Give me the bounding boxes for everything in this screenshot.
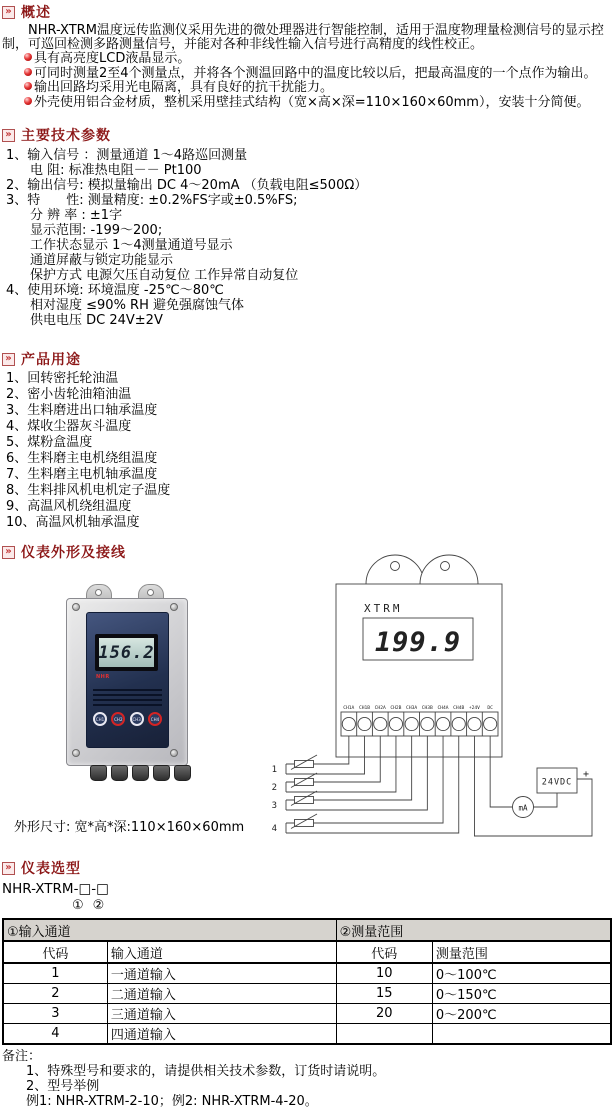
table-row (3, 984, 611, 1004)
table-row (3, 1004, 611, 1024)
cable-gland (90, 765, 107, 781)
feature-item (24, 52, 614, 67)
screw-icon (72, 749, 80, 757)
col-header: 代码 (336, 941, 432, 963)
column-header-row (3, 941, 611, 963)
notes-list (26, 1064, 614, 1109)
device-case (66, 598, 188, 766)
tech-line: 分 辨 率 : ±1字 (30, 208, 123, 223)
lcd-display (95, 634, 158, 671)
section-header (0, 123, 614, 146)
cell: 三通道输入 (107, 1004, 336, 1024)
tech-line: 供电电压 DC 24V±2V (30, 313, 163, 328)
bullet-icon (24, 53, 32, 61)
col-header: 输入通道 (107, 941, 336, 963)
terminal-label: CH2B (390, 706, 402, 711)
group-header-input: ①输入通道 (3, 919, 336, 941)
model-code: NHR-XTRM-□-□ (2, 881, 109, 897)
cell (432, 1024, 611, 1045)
terminal-label: DC (487, 706, 493, 711)
ch1-button: CH1 (93, 712, 107, 726)
ch3-button: CH3 (130, 712, 144, 726)
front-panel (86, 612, 169, 748)
table-row (3, 963, 611, 984)
cell: 0～150℃ (432, 984, 611, 1004)
section-marker-icon: » (2, 353, 15, 366)
section-title: 产品用途 (21, 352, 81, 368)
feature-list (24, 52, 614, 110)
power-supply-label: 24VDC (541, 777, 573, 788)
tech-line: 保护方式 电源欠压自动复位 工作异常自动复位 (30, 268, 299, 283)
section-title: 主要技术参数 (21, 128, 111, 144)
group-header-row (3, 919, 611, 941)
tech-line: 1、输入信号 ：测量通道 1～4路巡回测量 (6, 148, 248, 163)
use-item: 4、煤收尘器灰斗温度 (6, 419, 132, 434)
ch4-button: CH4 (148, 712, 162, 726)
section-uses (0, 347, 614, 531)
cell: 四通道输入 (107, 1024, 336, 1045)
terminal-label: CH4B (453, 706, 465, 711)
use-item: 6、生料磨主电机绕组温度 (6, 451, 158, 466)
col-header: 测量范围 (432, 941, 611, 963)
tech-line: 电 阻: 标准热电阻－－ Pt100 (30, 163, 202, 178)
feature-item (24, 81, 614, 96)
tech-line: 工作状态显示 1～4测量通道号显示 (30, 238, 233, 253)
tech-line: 2、输出信号: 模拟量输出 DC 4～20mA （负载电阻≤500Ω） (6, 178, 368, 193)
tech-line: 通道屏蔽与锁定功能显示 (30, 253, 174, 268)
section-title: 仪表外形及接线 (21, 545, 126, 561)
section-overview (0, 0, 614, 110)
cell: 15 (336, 984, 432, 1004)
overview-paragraph: NHR-XTRM温度远传监测仪采用先进的微处理器进行智能控制，适用于温度物理量检测信号的显示控制，可巡回检测多路测量信号，并能对各种非线性输入信号进行高精度的线性校正。 (2, 23, 604, 52)
cell: 10 (336, 963, 432, 984)
section-marker-icon: » (2, 6, 15, 19)
cell: 0～100℃ (432, 963, 611, 984)
diagram-display-value: 199.9 (374, 627, 462, 658)
terminal-label: +24V (468, 706, 480, 711)
mounting-hole (147, 589, 154, 596)
wiring-diagram (271, 552, 614, 850)
device-photo (64, 584, 192, 799)
cell (336, 1024, 432, 1045)
cell: 一通道输入 (107, 963, 336, 984)
selection-table (2, 918, 612, 1045)
cable-gland (111, 765, 128, 781)
terminal-label: CH1A (343, 706, 355, 711)
diagram-model-label: XTRM (364, 602, 403, 615)
feature-text: 具有高亮度LCD液晶显示。 (34, 51, 191, 66)
note-line: 1、特殊型号和要求的，请提供相关技术参数，订货时请说明。 (26, 1064, 386, 1079)
col-header: 代码 (3, 941, 107, 963)
tech-param-list (6, 148, 614, 328)
use-item: 10、高温风机轴承温度 (6, 515, 140, 530)
terminal-label: CH2A (374, 706, 386, 711)
feature-item (24, 67, 614, 82)
section-header (0, 0, 614, 23)
milliammeter-label: mA (518, 803, 528, 813)
tech-line: 3、特 性: 测量精度: ±0.2%FS字或±0.5%FS; (6, 193, 298, 208)
table-row (3, 1024, 611, 1045)
brand-logo: NHR (96, 674, 110, 680)
cell: 2 (3, 984, 107, 1004)
cable-gland (153, 765, 170, 781)
cable-gland (132, 765, 149, 781)
section-header (0, 856, 614, 879)
cell: 1 (3, 963, 107, 984)
section-marker-icon: » (2, 862, 15, 875)
group-header-range: ②测量范围 (336, 919, 611, 941)
use-item: 7、生料磨主电机轴承温度 (6, 467, 158, 482)
model-markers (72, 898, 614, 913)
plus-terminal-label: + (583, 769, 590, 780)
cell: 4 (3, 1024, 107, 1045)
sensor-number: 1 (271, 765, 277, 775)
terminal-label: CH4A (437, 706, 449, 711)
cell: 二通道输入 (107, 984, 336, 1004)
cell: 0～200℃ (432, 1004, 611, 1024)
feature-text: 可同时测量2至4个测量点，并将各个测温回路中的温度比较以后，把最高温度的一个点作为输出。 (34, 65, 597, 81)
section-header (0, 347, 614, 370)
use-item: 3、生料磨进出口轴承温度 (6, 403, 158, 418)
sensor-number: 2 (271, 783, 277, 793)
section-marker-icon: » (2, 546, 15, 559)
channel-buttons (93, 712, 162, 726)
sensor-number: 4 (271, 824, 277, 834)
screw-icon (170, 603, 178, 611)
screw-icon (72, 603, 80, 611)
cable-glands (90, 765, 191, 781)
section-selection (0, 856, 614, 1109)
dimensions-text: 外形尺寸: 宽*高*深:110×160×60mm (14, 820, 245, 835)
section-title: 概述 (21, 5, 51, 21)
terminal-label: CH3A (406, 706, 418, 711)
use-list (6, 371, 614, 531)
cell: 3 (3, 1004, 107, 1024)
mounting-hole (95, 589, 102, 596)
notes-title: 备注： (2, 1049, 42, 1064)
terminal-label: CH3B (421, 706, 433, 711)
tech-line: 4、使用环境: 环境温度 -25℃～80℃ (6, 283, 224, 298)
use-item: 2、密小齿轮油箱油温 (6, 387, 132, 402)
screw-icon (170, 749, 178, 757)
ch2-button: CH2 (111, 712, 125, 726)
sensor-number: 3 (271, 801, 277, 811)
tech-line: 显示范围: -199～200; (30, 223, 163, 238)
feature-item (24, 96, 614, 111)
section-tech-params (0, 123, 614, 328)
marker-1: ① (72, 898, 84, 913)
use-item: 8、生料排风机电机定子温度 (6, 483, 171, 498)
section-appearance-wiring (0, 540, 614, 856)
feature-text: 外壳使用铝合金材质，整机采用壁挂式结构（宽×高×深=110×160×60mm），安装十分简便。 (34, 94, 590, 110)
use-item: 9、高温风机绕组温度 (6, 499, 132, 514)
cable-gland (174, 765, 191, 781)
cell: 20 (336, 1004, 432, 1024)
use-item: 1、回转密托轮油温 (6, 371, 119, 386)
feature-text: 输出回路均采用光电隔离，具有良好的抗干扰能力。 (34, 80, 334, 95)
note-line: 例1: NHR-XTRM-2-10；例2: NHR-XTRM-4-20。 (26, 1094, 318, 1109)
lcd-value: 156.2 (99, 638, 154, 667)
bullet-icon (24, 68, 32, 76)
use-item: 5、煤粉盒温度 (6, 435, 93, 450)
note-line: 2、型号举例 (26, 1079, 100, 1094)
tech-line: 相对湿度 ≤90% RH 避免强腐蚀气体 (30, 298, 244, 313)
vent-slots (93, 689, 162, 706)
marker-2: ② (92, 898, 105, 913)
bullet-icon (24, 82, 32, 90)
bullet-icon (24, 97, 32, 105)
section-marker-icon: » (2, 129, 15, 142)
section-title: 仪表选型 (21, 861, 81, 877)
terminal-label: CH1B (358, 706, 371, 711)
